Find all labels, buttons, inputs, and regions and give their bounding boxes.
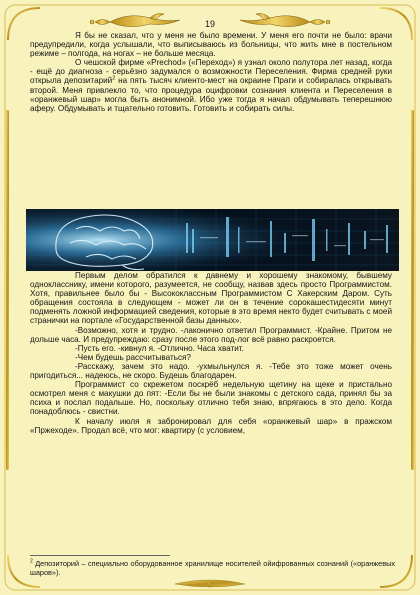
footnote-text: Депозиторий – специально оборудованное хранилище носителей ойифрованных сознаний («оранжевых шаров»). [30,559,395,577]
footnote [30,560,395,578]
paragraph: Программист со скрежетом поскрёб недельную щетину на щеке и пристально осмотрел меня с макушки до пят: -Если бы не были знакомы с детского сада, принял бы за психа и послал подальше. Но, поскольку отлично тебя знаю, впрягаюсь в это дело. Когда понадоблюсь - свистни. [30,380,392,417]
dialogue-line: -Пусть его. -кивнул я. -Отлично. Часа хватит. [75,343,244,353]
footnote-divider [30,555,170,556]
dialogue-line: -Чем будешь рассчитываться? [75,352,191,362]
digital-brain-icon [26,209,399,271]
dialogue-line: -Расскажу, зачем это надо. -ухмыльнулся я. -Тебе это тоже может очень пригодиться... надеюсь, не скоро. Будешь благодарен. [30,361,392,381]
paragraph [30,58,392,113]
brain-illustration [26,209,399,271]
page-number: 19 [204,19,215,29]
paragraph: Первым делом обратился к давнему и хорошему знакомому, бывшему однокласснику, имени которого, разумеется, не сообщу, назвав здесь просто Программистом. Хотя, правильнее было бы - Высококлассным Программистом С Хакерским Даром. Суть обращения состояла в следующем - может ли он в течение сорокашестидесяти минут подменять ложной информацией сведения, которые в это время некто будет считывать с моей странички на портале «Государственной базы данных». [30,271,392,326]
dialogue-line: -Возможно, хотя и трудно. -лаконично ответил Программист. -Крайне. Притом не дольше часа. И предупреждаю: сразу после этого под-лог всё равно раскроется. [30,325,392,344]
text-block-top [30,31,392,113]
paragraph-text: О чешской фирме «Prechod» («Переход») я узнал около полутора лет назад, когда - ещё до диагноза - серьёзно задумался о возможности Переселения. Фирма средней руки открыла депозитарий [30,58,392,86]
footnote-number: 2 [30,558,33,565]
footnote-marker[interactable]: 2 [112,75,116,82]
paragraph: Я бы не сказал, что у меня не было времени. У меня его почти не было: врачи предупредили, когда услышали, что выписываюсь из больницы, что жить мне в постельном режиме – полгода, на ногах – не больше месяца. [30,31,392,59]
paragraph: К началу июля я забронировал для себя «оранжевый шар» в пражском «Пржеходе». Продал всё, что мог: квартиру (с условием, [30,416,392,435]
paragraph-text: на пять тысяч клиенто-мест на окраине Праги и собиралась открывать второй. Меня привлекло то, что процедура оцифровки сознания клиента и Переселения в «оранжевый шар» могла быть анонимной. Ибо уже тогда я начал обдумывать теперешнюю аферу. Обдумывать и тщательно готовить. Готовить и собирать силы. [30,76,392,113]
text-block-bottom [30,271,392,435]
